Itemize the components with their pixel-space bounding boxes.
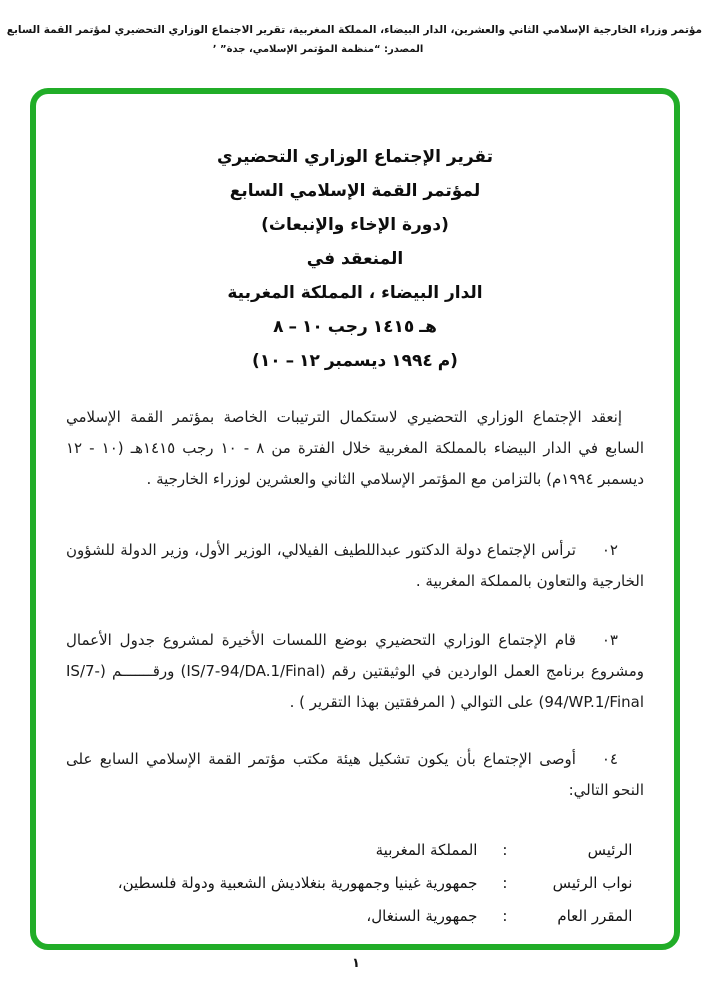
hijri-date-line bbox=[66, 310, 644, 344]
officer-assignment: جمهورية السنغال، bbox=[366, 907, 478, 925]
gregorian-date-line bbox=[66, 344, 644, 378]
title-line-location: الدار البيضاء ، المملكة المغربية bbox=[227, 283, 483, 303]
title-line-session: (دورة الإخاء والإنبعاث) bbox=[261, 215, 449, 235]
document-title-block bbox=[66, 140, 644, 378]
paragraph-03-text: قام الإجتماع الوزاري التحضيري بوضع اللمسات الأخيرة لمشروع جدول الأعمال ومشروع برنامج العمل الواردين في الوثيقتين رقم (IS/7-94/DA.1/Final) ورقـــــــم (IS/7-94/WP.1/Final) على التوالي ( المرفقتين بهذا التقرير ) . bbox=[66, 631, 644, 711]
gregorian-date-chunk: م) bbox=[437, 351, 458, 371]
gregorian-date-chunk: ديسمبر bbox=[324, 351, 387, 371]
officer-role: نواب الرئيس bbox=[552, 874, 633, 892]
title-line-held-in: المنعقد في bbox=[306, 249, 404, 269]
hijri-date-chunk: – bbox=[288, 317, 297, 337]
paragraph-03-number: ٠٣ bbox=[601, 631, 618, 649]
paragraph-04-text: أوصى الإجتماع بأن يكون تشكيل هيئة مكتب مؤتمر القمة الإسلامي السابع على النحو التالي: bbox=[66, 750, 644, 799]
header-source-line: المصدر: “منظمة المؤتمر الإسلامي، جدة” ٬ bbox=[212, 44, 424, 55]
paragraph-01 bbox=[66, 402, 644, 495]
hijri-date-chunk: هـ bbox=[419, 317, 437, 337]
paragraph-02-text: ترأس الإجتماع دولة الدكتور عبداللطيف الفيلالي، الوزير الأول، وزير الدولة للشؤون الخارجية والتعاون بالمملكة المغربية . bbox=[66, 541, 644, 590]
gregorian-date-chunk: (١٠ bbox=[252, 351, 281, 371]
header-title: مؤتمر وزراء الخارجية الإسلامي الثاني والعشرين، الدار البيضاء، المملكة المغربية، تقرير الاجتماع الوزاري التحضيري لمؤتمر القمة السابع bbox=[6, 24, 702, 36]
officer-colon: : bbox=[502, 907, 508, 925]
page-number: ١ bbox=[352, 956, 360, 971]
paragraph-03 bbox=[66, 625, 644, 718]
officer-assignment: المملكة المغربية bbox=[375, 841, 478, 859]
document-frame bbox=[30, 88, 680, 950]
gregorian-date-chunk: – bbox=[285, 351, 295, 371]
officers-table bbox=[78, 834, 633, 933]
paragraph-02-number: ٠٢ bbox=[601, 541, 618, 559]
gregorian-date-chunk: ١٢ bbox=[299, 351, 320, 371]
officer-row-vice-chairmen bbox=[78, 867, 633, 900]
paragraph-01-text: إنعقد الإجتماع الوزاري التحضيري لاستكمال الترتيبات الخاصة بمؤتمر القمة الإسلامي السابع في الدار البيضاء بالمملكة المغربية خلال الفترة من ٨ - ١٠ رجب ١٤١٥هـ (١٠ - ١٢ ديسمبر ١٩٩٤م) بالتزامن مع المؤتمر الإسلامي الثاني والعشرين لوزراء الخارجية . bbox=[66, 408, 644, 488]
officer-assignment: جمهورية غينيا وجمهورية بنغلاديش الشعبية ودولة فلسطين، bbox=[117, 874, 478, 892]
hijri-date-chunk: رجب bbox=[327, 317, 368, 337]
officer-role: المقرر العام bbox=[557, 907, 633, 925]
title-line-summit: لمؤتمر القمة الإسلامي السابع bbox=[229, 181, 481, 201]
officer-colon: : bbox=[502, 841, 508, 859]
paragraph-02 bbox=[66, 535, 644, 597]
page-header bbox=[6, 24, 702, 55]
officer-colon: : bbox=[502, 874, 508, 892]
gregorian-date-chunk: ١٩٩٤ bbox=[391, 351, 433, 371]
paragraph-04-number: ٠٤ bbox=[601, 750, 618, 768]
officer-row-chairman bbox=[78, 834, 633, 867]
hijri-date-chunk: ١٠ bbox=[301, 317, 323, 337]
paragraph-04 bbox=[66, 744, 644, 806]
title-line-report: تقرير الإجتماع الوزاري التحضيري bbox=[216, 147, 494, 167]
officer-role: الرئيس bbox=[587, 841, 633, 859]
hijri-date-chunk: ١٤١٥ bbox=[372, 317, 415, 337]
hijri-date-chunk: ٨ bbox=[273, 317, 284, 337]
officer-row-general-rapporteur bbox=[78, 900, 633, 933]
